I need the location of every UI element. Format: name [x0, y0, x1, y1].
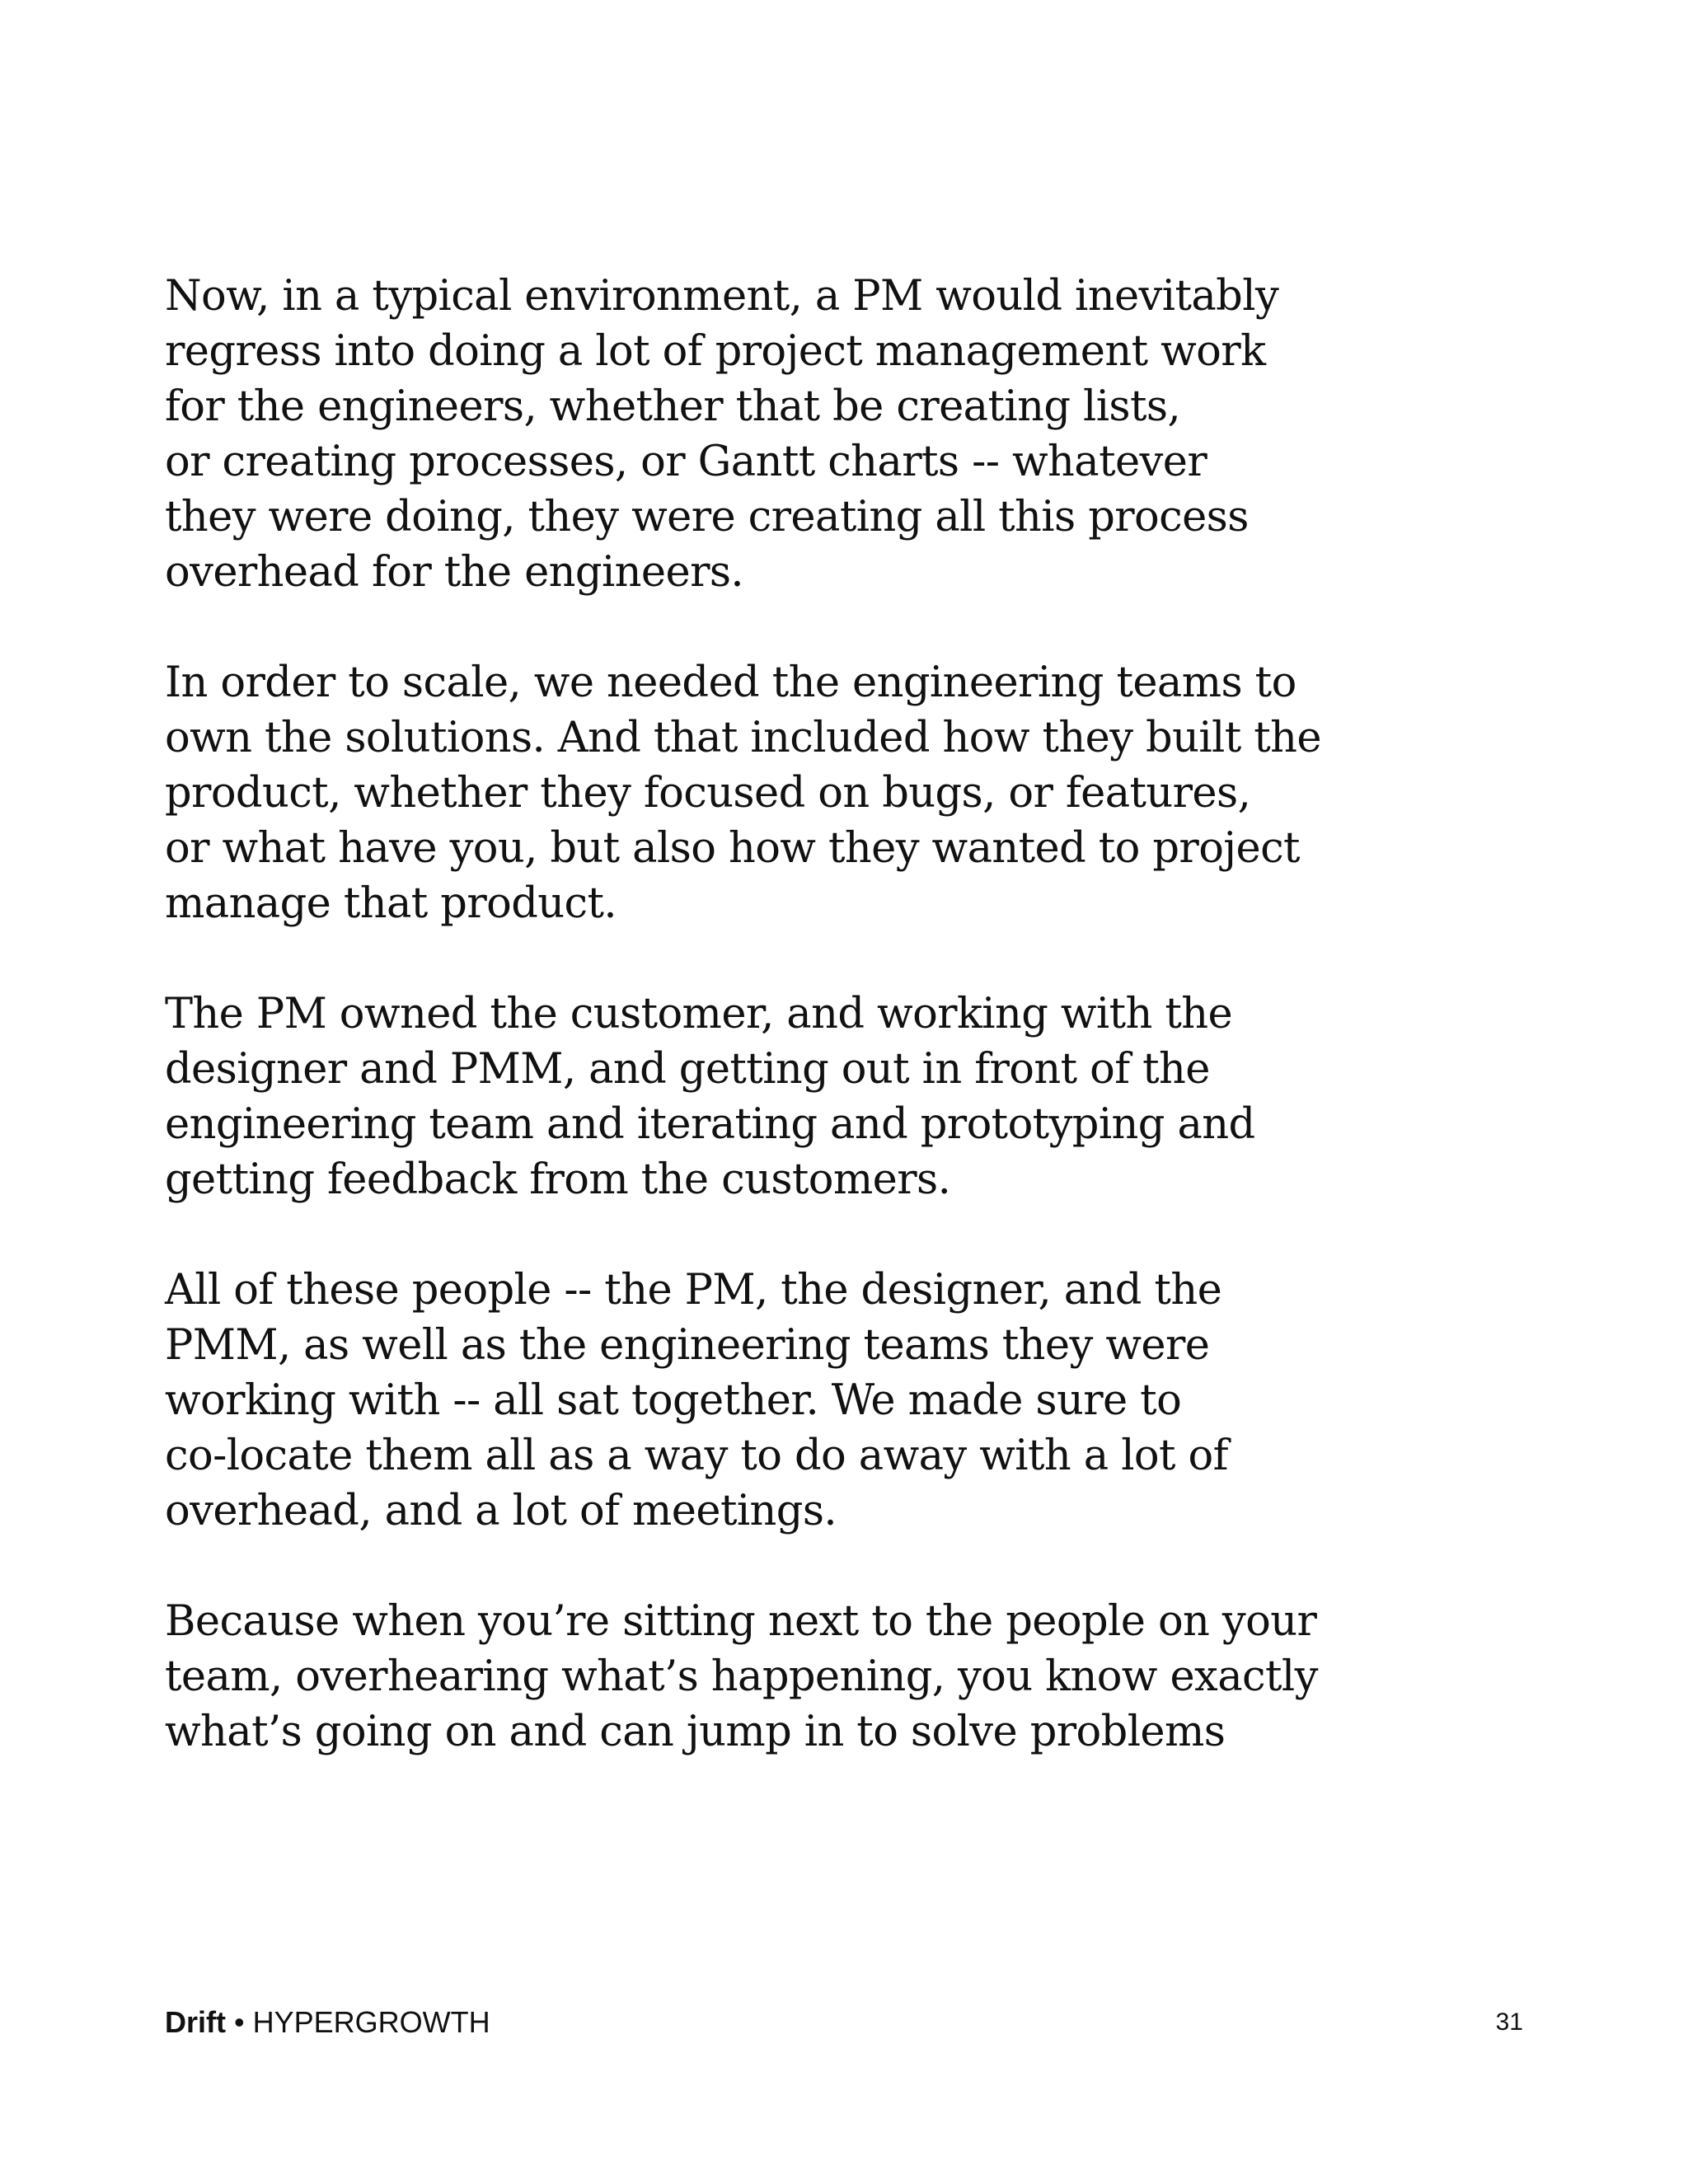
- text-line: team, overhearing what’s happening, you know exactly: [165, 1652, 1318, 1701]
- text-line: designer and PMM, and getting out in front of the: [165, 1045, 1210, 1094]
- text-line: getting feedback from the customers.: [165, 1155, 951, 1204]
- paragraph: [165, 269, 1335, 600]
- text-line: manage that product.: [165, 879, 617, 928]
- text-line: or what have you, but also how they wanted to project: [165, 824, 1300, 873]
- text-line: The PM owned the customer, and working with the: [165, 990, 1233, 1038]
- text-line: All of these people -- the PM, the designer, and the: [165, 1266, 1222, 1315]
- footer-running-title: [165, 2006, 490, 2039]
- text-line: Because when you’re sitting next to the people on your: [165, 1597, 1317, 1646]
- paragraph: [165, 655, 1335, 931]
- text-line: regress into doing a lot of project management work: [165, 327, 1266, 376]
- text-line: engineering team and iterating and prototyping and: [165, 1100, 1255, 1149]
- brand-name: Drift: [165, 2005, 226, 2039]
- paragraph: [165, 1263, 1335, 1539]
- paragraph: [165, 1594, 1335, 1760]
- text-line: own the solutions. And that included how they built the: [165, 714, 1321, 762]
- text-line: they were doing, they were creating all this process: [165, 493, 1249, 541]
- text-line: for the engineers, whether that be creating lists,: [165, 382, 1181, 431]
- text-line: or creating processes, or Gantt charts -- whatever: [165, 438, 1207, 486]
- text-line: overhead, and a lot of meetings.: [165, 1487, 837, 1535]
- text-line: working with -- all sat together. We made sure to: [165, 1376, 1182, 1425]
- text-line: In order to scale, we needed the engineering teams to: [165, 658, 1296, 707]
- book-title: HYPERGROWTH: [252, 2005, 490, 2039]
- text-line: what’s going on and can jump in to solve problems: [165, 1708, 1226, 1756]
- body-text: [165, 269, 1335, 1815]
- text-line: product, whether they focused on bugs, or features,: [165, 769, 1251, 818]
- text-line: Now, in a typical environment, a PM would inevitably: [165, 272, 1279, 321]
- text-line: co-locate them all as a way to do away with a lot of: [165, 1432, 1228, 1480]
- separator-bullet: •: [234, 2005, 245, 2039]
- text-line: overhead for the engineers.: [165, 548, 744, 597]
- text-line: PMM, as well as the engineering teams they were: [165, 1321, 1210, 1370]
- paragraph: [165, 987, 1335, 1207]
- page-number: 31: [1495, 2008, 1523, 2036]
